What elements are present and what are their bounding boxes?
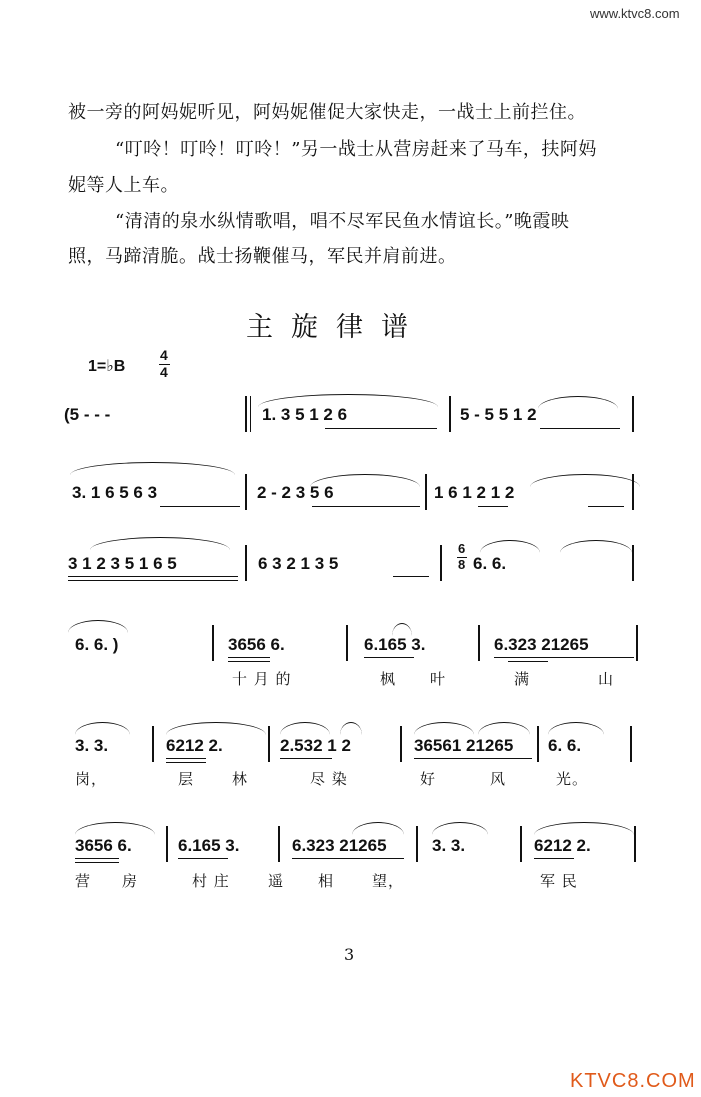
beam bbox=[494, 657, 634, 658]
barline bbox=[478, 625, 480, 661]
measure: 3 1 2 3 5 1 6 5 bbox=[68, 554, 177, 573]
tie bbox=[560, 540, 632, 553]
barline bbox=[630, 726, 632, 762]
measure: 1. 3 5 1 2 6 bbox=[262, 405, 348, 424]
lyric: 好 bbox=[420, 770, 437, 788]
tie bbox=[166, 722, 266, 735]
barline bbox=[245, 474, 247, 510]
beam bbox=[588, 506, 624, 507]
measure: 3. 3. bbox=[75, 736, 109, 755]
measure: 6.165 3. bbox=[178, 836, 240, 855]
barline bbox=[400, 726, 402, 762]
lyric: 营 bbox=[75, 872, 92, 890]
slur bbox=[70, 462, 235, 475]
barline bbox=[632, 545, 634, 581]
barline bbox=[634, 826, 636, 862]
lyric: 山 bbox=[598, 670, 615, 688]
barline bbox=[632, 396, 634, 432]
measure: 6.323 21265 bbox=[494, 635, 589, 654]
slur bbox=[478, 722, 530, 735]
barline bbox=[346, 625, 348, 661]
tie bbox=[68, 620, 128, 633]
tie bbox=[75, 822, 155, 835]
slur bbox=[280, 722, 330, 735]
barline bbox=[632, 474, 634, 510]
beam bbox=[292, 858, 404, 859]
barline bbox=[416, 826, 418, 862]
barline bbox=[636, 625, 638, 661]
prose-line-3: 妮等人上车。 bbox=[68, 175, 179, 196]
barline bbox=[278, 826, 280, 862]
tie bbox=[548, 722, 604, 735]
beam bbox=[325, 428, 437, 429]
time-change-bottom: 8 bbox=[458, 557, 466, 572]
beam bbox=[75, 862, 119, 863]
score-title: 主旋律谱 bbox=[246, 312, 426, 343]
lyric: 村 庄 bbox=[192, 872, 230, 890]
measure: 6212 2. bbox=[166, 736, 223, 755]
lyric: 风 bbox=[490, 770, 507, 788]
beam bbox=[393, 576, 429, 577]
slur bbox=[340, 722, 362, 735]
lyric: 房 bbox=[122, 872, 139, 890]
measure: 6. 6. bbox=[473, 554, 507, 573]
lyric: 层 bbox=[178, 770, 195, 788]
tie bbox=[432, 822, 488, 835]
measure: 6.323 21265 bbox=[292, 836, 387, 855]
slur bbox=[90, 537, 230, 550]
beam bbox=[414, 758, 532, 759]
measure: 3. 3. bbox=[432, 836, 466, 855]
beam bbox=[160, 506, 240, 507]
lyric: 相 bbox=[318, 872, 335, 890]
slur bbox=[538, 396, 618, 409]
tie bbox=[75, 722, 130, 735]
lyric: 遥 bbox=[268, 872, 285, 890]
beam bbox=[68, 580, 238, 581]
beam bbox=[228, 661, 270, 662]
barline bbox=[212, 625, 214, 661]
slur bbox=[530, 474, 640, 487]
lyric: 十 月 的 bbox=[232, 670, 292, 688]
beam bbox=[166, 762, 206, 763]
prose-line-5: 照，马蹄清脆。战士扬鞭催马，军民并肩前进。 bbox=[68, 246, 457, 267]
beam bbox=[280, 758, 332, 759]
barline bbox=[268, 726, 270, 762]
lyric: 叶 bbox=[430, 670, 447, 688]
slur bbox=[352, 822, 404, 835]
barline bbox=[245, 545, 247, 581]
barline bbox=[245, 396, 247, 432]
beam bbox=[534, 858, 574, 859]
slur bbox=[392, 623, 412, 636]
measure: 2 - 2 3 5 6 bbox=[257, 483, 334, 502]
measure: 6 3 2 1 3 5 bbox=[258, 554, 339, 573]
time-change-top: 6 bbox=[458, 541, 466, 556]
measure: 6212 2. bbox=[534, 836, 591, 855]
prose-line-2: “叮呤！叮呤！叮呤！”另一战士从营房赶来了马车，扶阿妈 bbox=[115, 139, 597, 160]
barline bbox=[449, 396, 451, 432]
time-signature-bottom: 4 bbox=[160, 364, 168, 380]
measure: 6.165 3. bbox=[364, 635, 426, 654]
lyric: 满 bbox=[514, 670, 531, 688]
prose-line-4: “清清的泉水纵情歌唱，唱不尽军民鱼水情谊长。”晚霞映 bbox=[115, 211, 570, 232]
lyric: 林 bbox=[232, 770, 249, 788]
lyric: 尽 染 bbox=[310, 770, 348, 788]
beam bbox=[178, 858, 228, 859]
key-signature: 1=♭B bbox=[88, 358, 126, 375]
beam bbox=[312, 506, 420, 507]
measure: 1 6 1 2 1 2 bbox=[434, 483, 515, 502]
measure: 2.532 1 2 bbox=[280, 736, 351, 755]
barline bbox=[425, 474, 427, 510]
lyric: 军 民 bbox=[540, 872, 578, 890]
beam bbox=[364, 657, 414, 658]
barline bbox=[152, 726, 154, 762]
barline bbox=[440, 545, 442, 581]
tie bbox=[480, 540, 540, 553]
measure: 3. 1 6 5 6 3 bbox=[72, 483, 158, 502]
beam bbox=[540, 428, 620, 429]
tie bbox=[534, 822, 634, 835]
prose-line-1: 被一旁的阿妈妮听见，阿妈妮催促大家快走，一战士上前拦住。 bbox=[68, 102, 586, 123]
measure: 6. 6. bbox=[548, 736, 582, 755]
measure: (5 - - - bbox=[64, 405, 111, 424]
beam bbox=[68, 576, 238, 577]
lyric: 光。 bbox=[556, 770, 589, 788]
measure: 36561 21265 bbox=[414, 736, 514, 755]
measure: 5 - 5 5 1 2 bbox=[460, 405, 537, 424]
beam bbox=[478, 506, 508, 507]
beam bbox=[228, 657, 270, 658]
time-signature-top: 4 bbox=[160, 347, 168, 363]
site-watermark-logo: KTVC8.COM bbox=[570, 1070, 696, 1092]
slur bbox=[310, 474, 420, 487]
lyric: 岗， bbox=[75, 770, 108, 788]
lyric: 望， bbox=[372, 872, 405, 890]
beam bbox=[508, 661, 548, 662]
beam bbox=[75, 858, 119, 859]
barline bbox=[166, 826, 168, 862]
barline bbox=[250, 396, 251, 432]
beam bbox=[166, 758, 206, 759]
lyric: 枫 bbox=[380, 670, 397, 688]
barline bbox=[537, 726, 539, 762]
measure: 3656 6. bbox=[228, 635, 285, 654]
measure: 6. 6. ) bbox=[75, 635, 119, 654]
page-number: 3 bbox=[344, 945, 355, 964]
site-watermark: www.ktvc8.com bbox=[590, 6, 680, 21]
slur bbox=[414, 722, 474, 735]
measure: 3656 6. bbox=[75, 836, 132, 855]
barline bbox=[520, 826, 522, 862]
